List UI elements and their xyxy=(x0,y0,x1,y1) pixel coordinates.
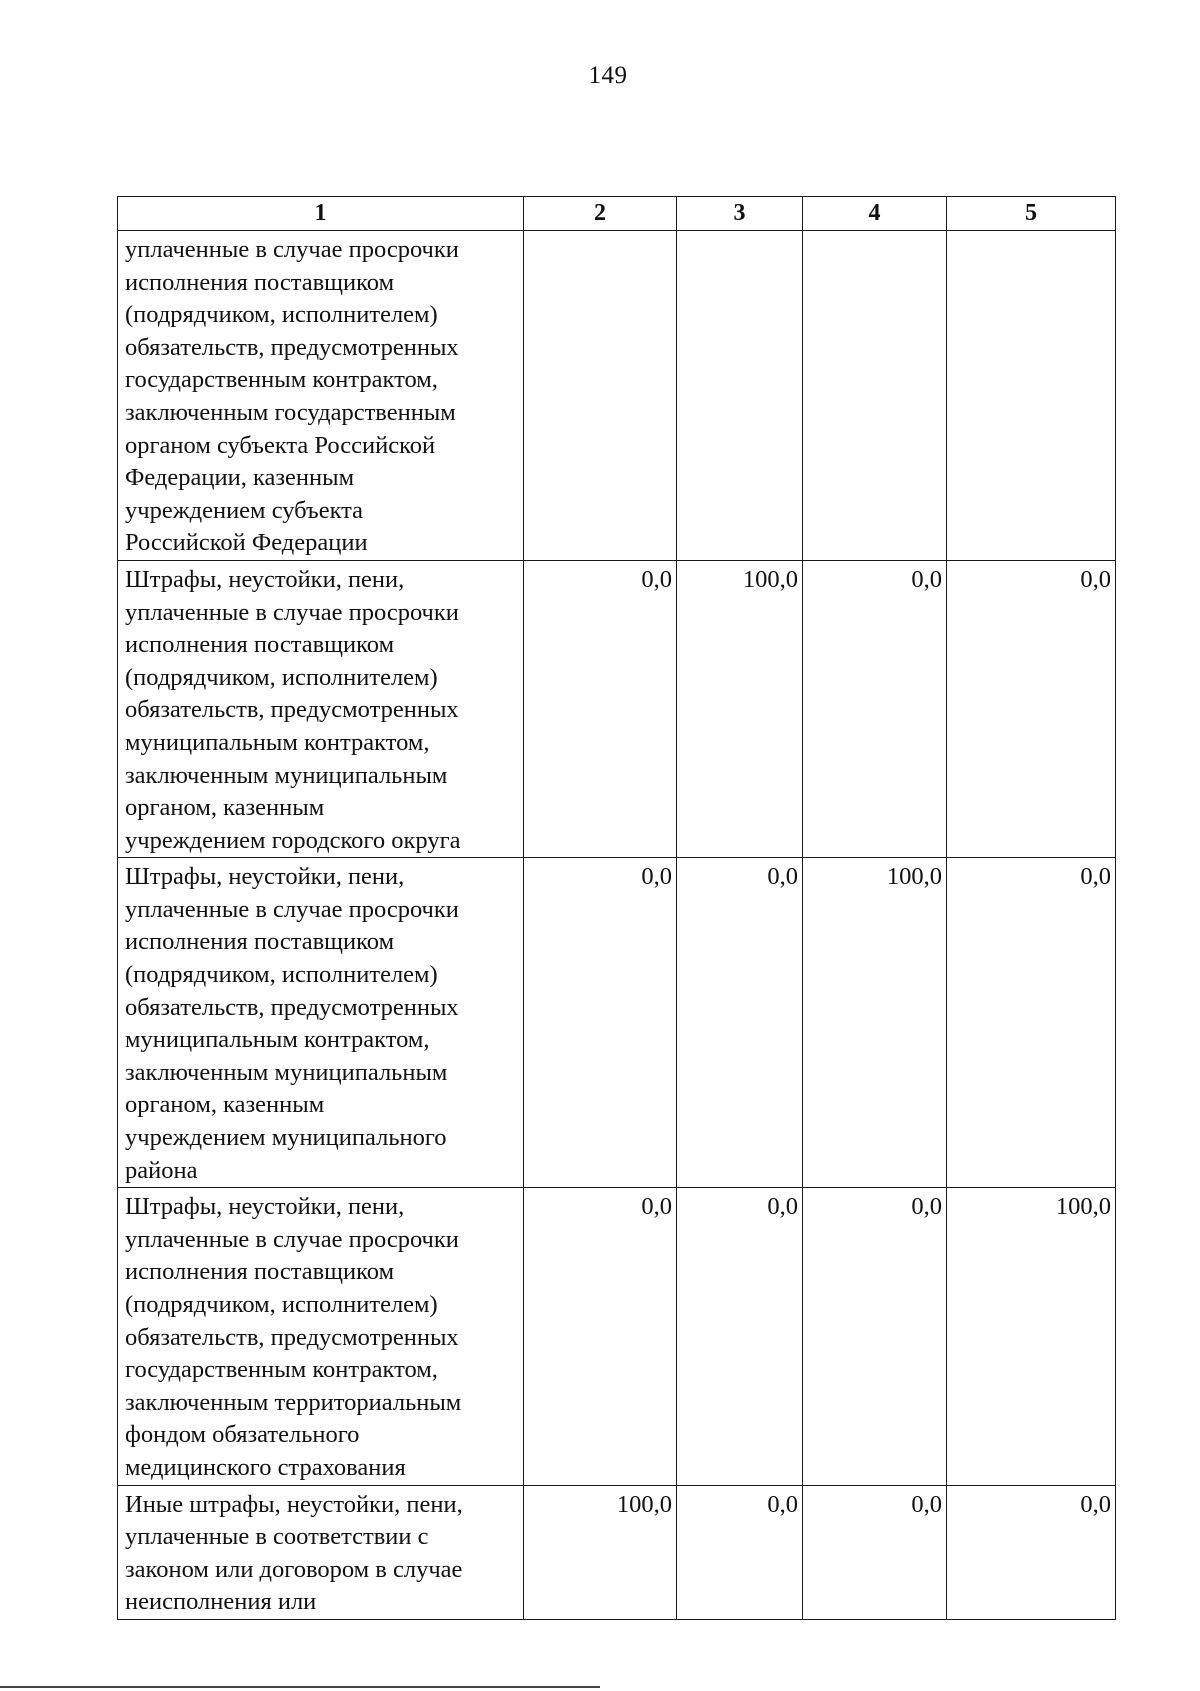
description-line: государственным контрактом, xyxy=(125,366,438,394)
description-line: учреждением субъекта xyxy=(125,496,364,524)
description-line: заключенным территориальным xyxy=(125,1388,462,1416)
value-cell-col-4: 0,0 xyxy=(803,560,947,857)
value-cell-col-3: 100,0 xyxy=(677,560,803,857)
description-line: заключенным муниципальным xyxy=(125,1058,448,1086)
description-line: (подрядчиком, исполнителем) xyxy=(125,961,438,989)
description-line: учреждением городского округа xyxy=(125,826,461,854)
description-line: органом, казенным xyxy=(125,1091,325,1119)
value-cell-col-3: 0,0 xyxy=(677,1485,803,1619)
value-cell-col-3: 0,0 xyxy=(677,858,803,1188)
value-cell-col-5: 100,0 xyxy=(947,1188,1116,1485)
table-row xyxy=(118,858,1116,1188)
description-line: обязательств, предусмотренных xyxy=(125,1323,459,1351)
value-cell-col-2: 0,0 xyxy=(524,560,677,857)
column-header-5: 5 xyxy=(947,197,1116,231)
page-number: 149 xyxy=(588,62,628,89)
revenue-description-cell xyxy=(118,1188,524,1485)
description-line: Штрафы, неустойки, пени, xyxy=(125,863,405,891)
value-cell-col-5: 0,0 xyxy=(947,1485,1116,1619)
table-row xyxy=(118,231,1116,561)
column-header-3: 3 xyxy=(677,197,803,231)
table-header-row xyxy=(118,197,1116,231)
description-line: уплаченные в случае просрочки xyxy=(125,598,459,626)
value-cell-col-5: 0,0 xyxy=(947,858,1116,1188)
description-line: уплаченные в соответствии с xyxy=(125,1523,429,1551)
description-line: муниципальным контрактом, xyxy=(125,1026,430,1054)
table-row xyxy=(118,560,1116,857)
description-line: обязательств, предусмотренных xyxy=(125,696,459,724)
description-line: исполнения поставщиком xyxy=(125,1258,395,1286)
description-line: учреждением муниципального xyxy=(125,1124,447,1152)
description-line: обязательств, предусмотренных xyxy=(125,333,459,361)
value-cell-col-5: 0,0 xyxy=(947,560,1116,857)
value-cell-col-2: 0,0 xyxy=(524,1188,677,1485)
description-line: Российской Федерации xyxy=(125,529,368,557)
description-line: (подрядчиком, исполнителем) xyxy=(125,663,438,691)
value-cell-col-3 xyxy=(677,231,803,561)
description-line: законом или договором в случае xyxy=(125,1555,463,1583)
description-line: уплаченные в случае просрочки xyxy=(125,895,459,923)
description-line: заключенным государственным xyxy=(125,398,456,426)
value-cell-col-3: 0,0 xyxy=(677,1188,803,1485)
description-line: неисполнения или xyxy=(125,1588,317,1616)
value-cell-col-4 xyxy=(803,231,947,561)
value-cell-col-2: 0,0 xyxy=(524,858,677,1188)
description-line: исполнения поставщиком xyxy=(125,268,395,296)
table-row xyxy=(118,1485,1116,1619)
description-line: медицинского страхования xyxy=(125,1453,406,1481)
table-body xyxy=(118,231,1116,1620)
value-cell-col-5 xyxy=(947,231,1116,561)
description-line: исполнения поставщиком xyxy=(125,631,395,659)
value-cell-col-4: 0,0 xyxy=(803,1188,947,1485)
footer-divider xyxy=(0,1686,600,1688)
revenue-description-cell xyxy=(118,858,524,1188)
revenue-description-cell xyxy=(118,1485,524,1619)
revenue-description-cell xyxy=(118,231,524,561)
description-line: органом, казенным xyxy=(125,794,325,822)
description-line: Иные штрафы, неустойки, пени, xyxy=(125,1490,463,1518)
description-line: заключенным муниципальным xyxy=(125,761,448,789)
description-line: (подрядчиком, исполнителем) xyxy=(125,301,438,329)
value-cell-col-2: 100,0 xyxy=(524,1485,677,1619)
description-line: Штрафы, неустойки, пени, xyxy=(125,1193,405,1221)
description-line: уплаченные в случае просрочки xyxy=(125,1225,459,1253)
value-cell-col-4: 100,0 xyxy=(803,858,947,1188)
description-line: муниципальным контрактом, xyxy=(125,728,430,756)
description-line: Штрафы, неустойки, пени, xyxy=(125,565,405,593)
description-line: органом субъекта Российской xyxy=(125,431,436,459)
allocation-table xyxy=(117,196,1116,1620)
description-line: исполнения поставщиком xyxy=(125,928,395,956)
description-line: (подрядчиком, исполнителем) xyxy=(125,1291,438,1318)
column-header-4: 4 xyxy=(803,197,947,231)
description-line: обязательств, предусмотренных xyxy=(125,993,459,1021)
column-header-1: 1 xyxy=(118,197,524,231)
value-cell-col-2 xyxy=(524,231,677,561)
description-line: государственным контрактом, xyxy=(125,1356,438,1384)
value-cell-col-4: 0,0 xyxy=(803,1485,947,1619)
table-row xyxy=(118,1188,1116,1485)
description-line: Федерации, казенным xyxy=(125,464,355,492)
description-line: района xyxy=(125,1156,198,1184)
description-line: фондом обязательного xyxy=(125,1421,360,1449)
description-line: уплаченные в случае просрочки xyxy=(125,236,459,263)
revenue-description-cell xyxy=(118,560,524,857)
column-header-2: 2 xyxy=(524,197,677,231)
